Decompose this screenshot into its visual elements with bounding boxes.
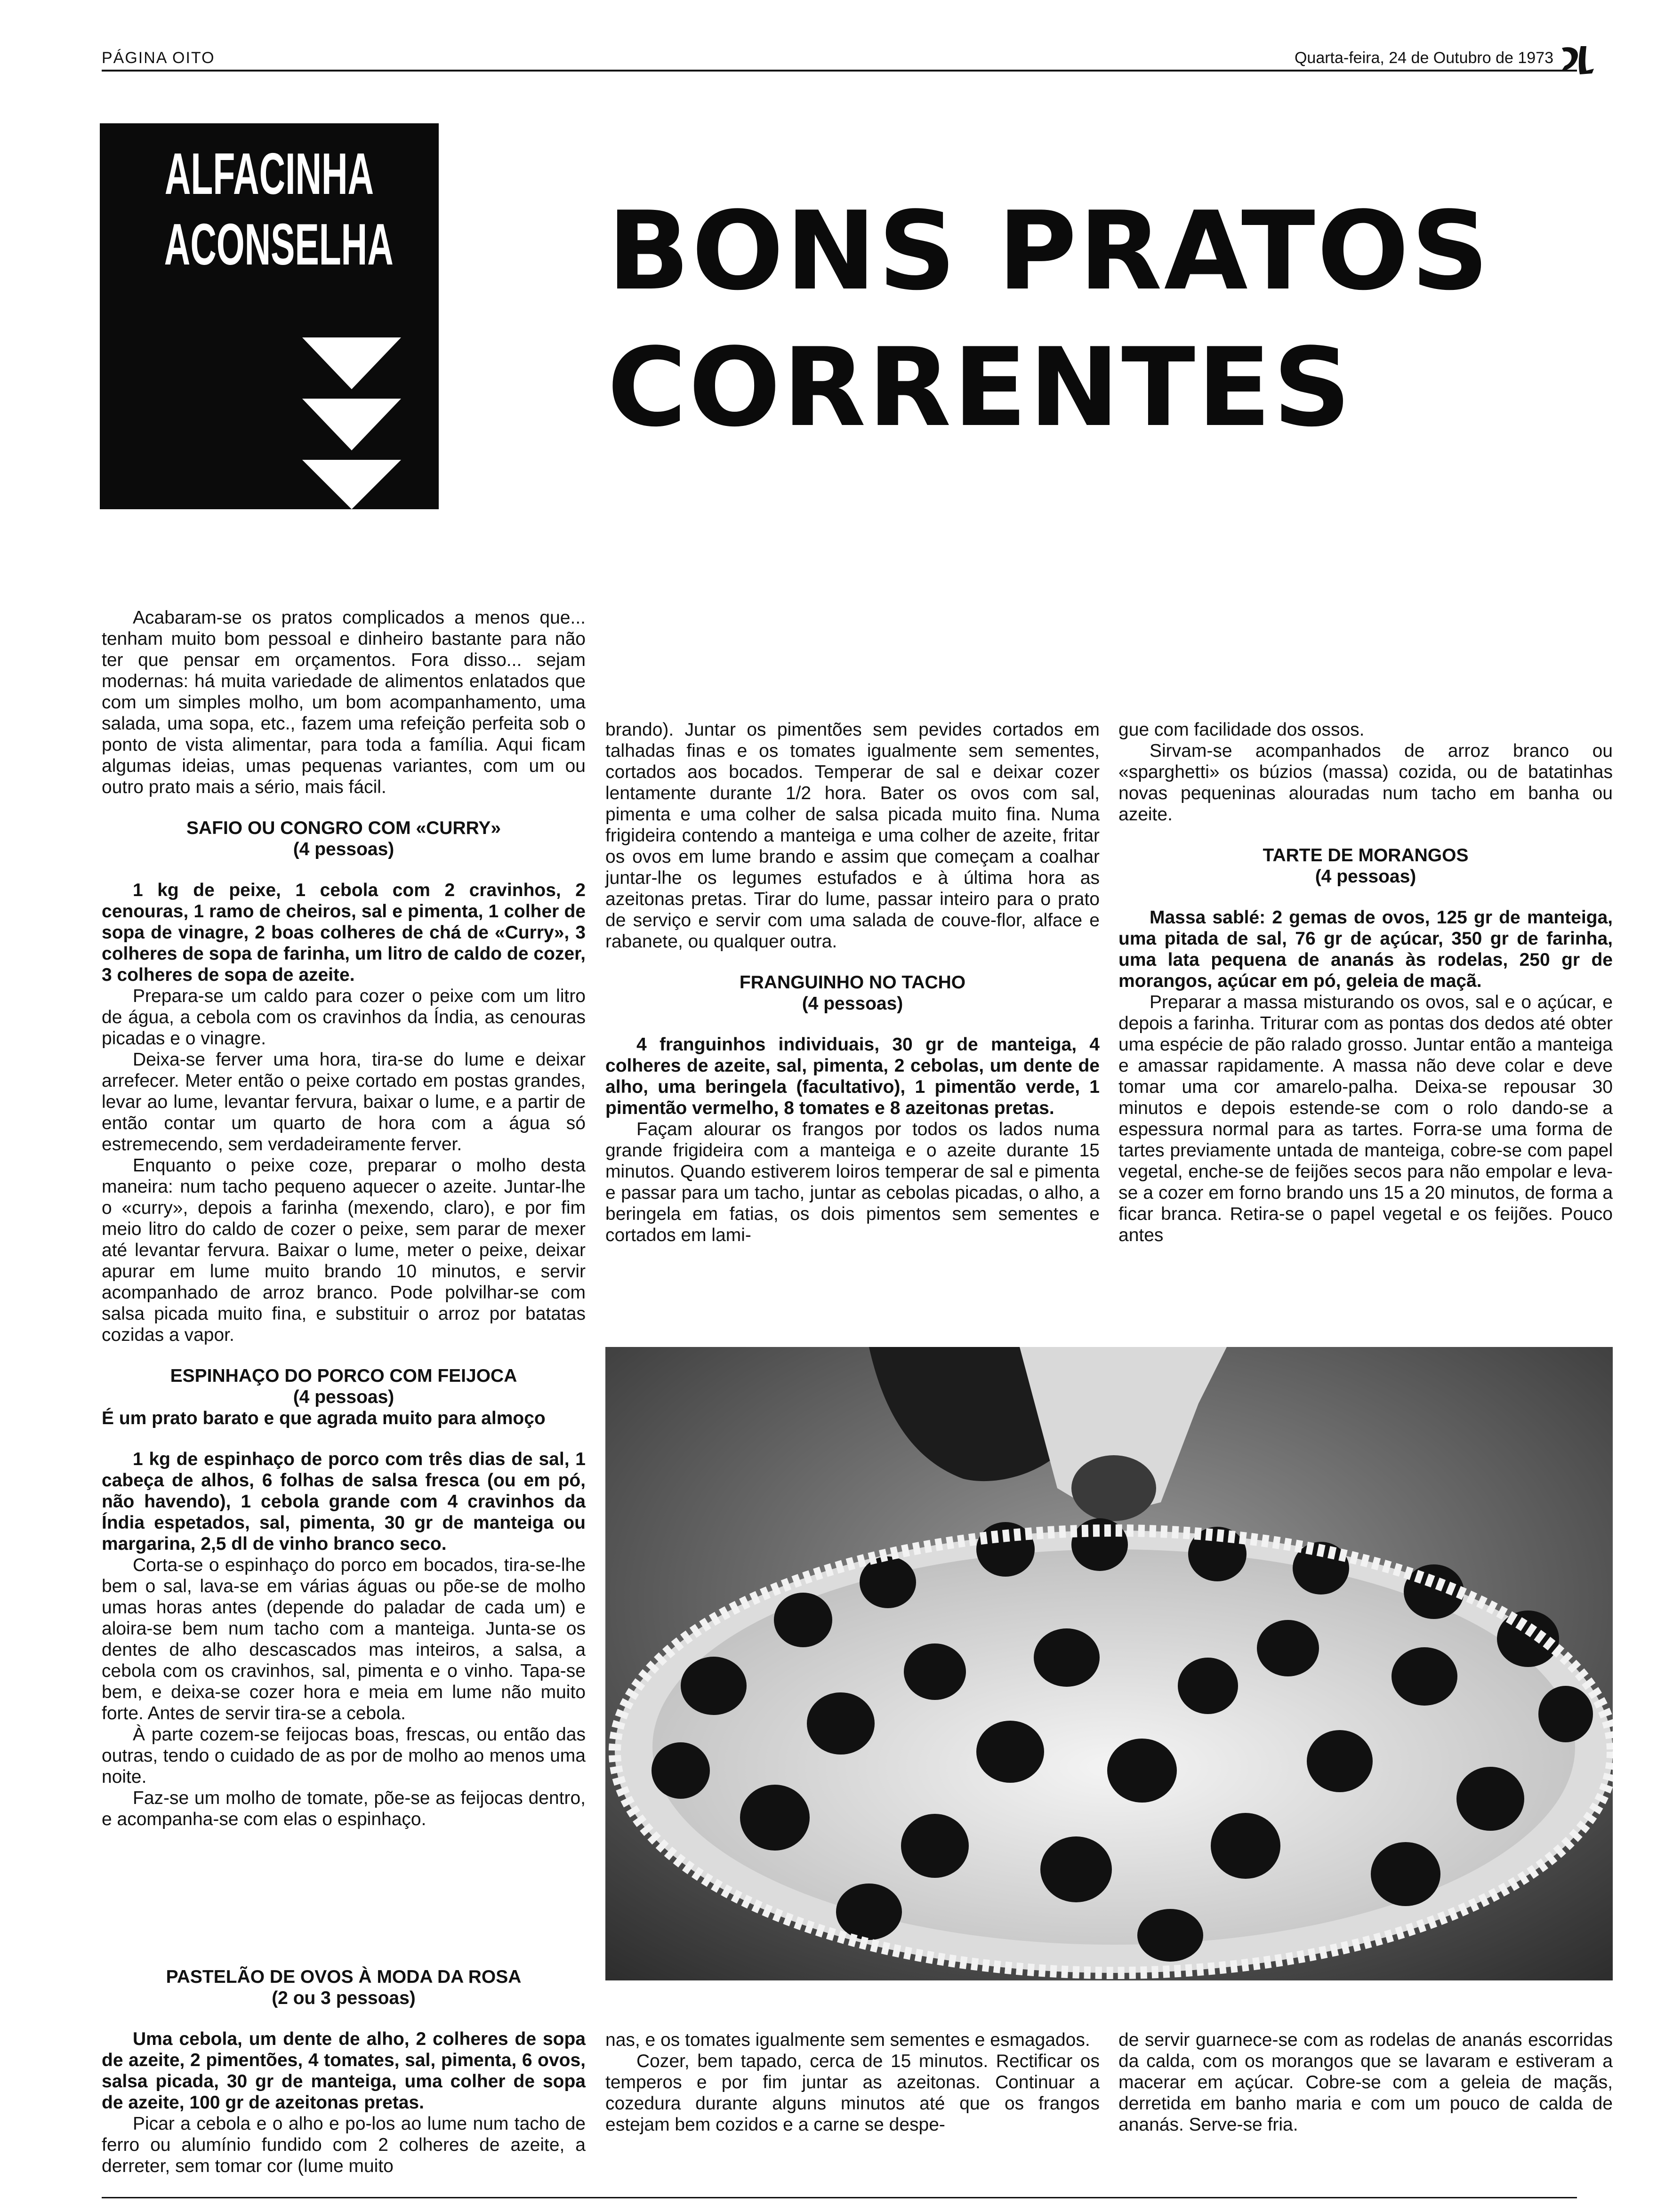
recipe-title-franguinho: FRANGUINHO NO TACHO bbox=[739, 972, 966, 993]
recipe-ingredients-pastelao: Uma cebola, um dente de alho, 2 colheres de sopa de azeite, 2 pimentões, 4 tomates, sal, pimenta, 6 ovos, salsa picada, 30 gr de manteiga, uma colher de sopa de azeite, 100 gr de azeitonas pretas. bbox=[102, 2029, 586, 2113]
newspaper-logo bbox=[1558, 43, 1596, 84]
recipe-step: Deixa-se ferver uma hora, tira-se do lume e deixar arrefecer. Meter então o peixe cortado em postas grandes, levar ao lume, levantar fervura, baixar o lume, e a partir de então contar um quarto de hora com a água só estremecendo, sem verdadeiramente ferver. bbox=[102, 1050, 586, 1154]
recipe-step: Corta-se o espinhaço do porco em bocados, tira-se-lhe bem o sal, lava-se em várias águas ou põe-se de molho umas horas antes (depende do paladar de cada um) e aloira-se bem num tacho com a manteiga. Junta-se os dentes de alho descascados mas inteiros, a salsa, a cebola com os cravinhos, sal, pimenta e o vinho. Tapa-se bem, e deixa-se cozer hora e meia em lume não muito forte. Antes de servir tira-se a cebola. bbox=[102, 1555, 586, 1723]
column-1 bbox=[102, 607, 586, 1830]
recipe-step: Sirvam-se acompanhados de arroz branco ou «sparghetti» os búzios (massa) cozida, ou de batatinhas novas pequeninas alouradas num tacho em banha ou azeite. bbox=[1118, 741, 1613, 825]
column-3-bottom bbox=[1118, 2029, 1613, 2135]
column-masthead bbox=[100, 123, 439, 509]
recipe-step: Faz-se um molho de tomate, põe-se as feijocas dentro, e acompanha-se com elas o espinhaço. bbox=[102, 1788, 586, 1829]
recipe-ingredients-safio: 1 kg de peixe, 1 cebola com 2 cravinhos, 2 cenouras, 1 ramo de cheiros, sal e pimenta, 1 colher de sopa de vinagre, 2 boas colheres de chá de «Curry», 3 colheres de sopa de farinha, um litro de caldo de cozer, 3 colheres de sopa de azeite. bbox=[102, 880, 586, 985]
header-rule bbox=[102, 70, 1577, 72]
recipe-title-pastelao: PASTELÃO DE OVOS À MODA DA ROSA bbox=[166, 1967, 522, 1987]
bottom-rule bbox=[102, 2197, 1577, 2198]
recipe-step: gue com facilidade dos ossos. bbox=[1118, 720, 1365, 740]
recipe-serves-franguinho: (4 pessoas) bbox=[802, 994, 903, 1014]
recipe-step: À parte cozem-se feijocas boas, frescas, ou então das outras, tendo o cuidado de as por de molho ao menos uma noite. bbox=[102, 1724, 586, 1787]
recipe-serves-safio: (4 pessoas) bbox=[293, 839, 394, 859]
recipe-note-espinhaco: É um prato barato e que agrada muito para almoço bbox=[102, 1408, 546, 1428]
triangle-arrows-icon bbox=[100, 123, 439, 509]
recipe-ingredients-tarte: Massa sablé: 2 gemas de ovos, 125 gr de manteiga, uma pitada de sal, 76 gr de açúcar, 350 gr de farinha, uma lata pequena de ananás às rodelas, 250 gr de morangos, açúcar em pó, geleia de maçã. bbox=[1118, 907, 1613, 991]
recipe-title-safio: SAFIO OU CONGRO COM «CURRY» bbox=[186, 818, 501, 838]
recipe-step: brando). Juntar os pimentões sem pevides cortados em talhadas finas e os tomates igualmente sem sementes, cortados aos bocados. Temperar de sal e deixar cozer lentamente durante 1/2 hora. Bater os ovos com sal, pimenta e uma colher de salsa picada muito fina. Numa frigideira contendo a manteiga e uma colher de azeite, fritar os ovos em lume brando e assim que começam a coalhar juntar-lhe os legumes estufados e à última hora as azeitonas pretas. Tirar do lume, passar inteiro para o prato de serviço e servir com uma salada de couve-flor, alface e rabanete, ou qualquer outra. bbox=[605, 720, 1100, 952]
recipe-serves-tarte: (4 pessoas) bbox=[1315, 866, 1416, 887]
recipe-step: Picar a cebola e o alho e po-los ao lume num tacho de ferro ou alumínio fundido com 2 colheres de azeite, a derreter, sem tomar cor (lume muito bbox=[102, 2114, 586, 2176]
issue-date: Quarta-feira, 24 de Outubro de 1973 bbox=[1294, 49, 1553, 67]
page-number-label: PÁGINA OITO bbox=[102, 49, 215, 67]
column-2-bottom bbox=[605, 2029, 1100, 2135]
recipe-serves-pastelao: (2 ou 3 pessoas) bbox=[272, 1988, 416, 2008]
headline-line-1: BONS PRATOS bbox=[607, 189, 1491, 314]
column-2 bbox=[605, 719, 1100, 1246]
recipe-title-espinhaco: ESPINHAÇO DO PORCO COM FEIJOCA bbox=[170, 1366, 517, 1386]
recipe-serves-espinhaco: (4 pessoas) bbox=[293, 1387, 394, 1407]
recipe-ingredients-franguinho: 4 franguinhos individuais, 30 gr de manteiga, 4 colheres de azeite, sal, pimenta, 2 cebolas, um dente de alho, uma beringela (facultativo), 1 pimentão verde, 1 pimentão vermelho, 8 tomates e 8 azeitonas pretas. bbox=[605, 1034, 1100, 1118]
intro-paragraph: Acabaram-se os pratos complicados a menos que... tenham muito bom pessoal e dinheiro bastante para não ter que pensar em orçamentos. Fora disso... sejam modernas: há muita variedade de alimentos enlatados que com um simples molho, um bom acompanhamento, uma salada, uma sopa, etc., fazem uma refeição perfeita sob o ponto de vista alimentar, para toda a família. Aqui ficam algumas ideias, umas pequenas variantes, com um ou outro prato mais a sério, mais fácil. bbox=[102, 608, 586, 797]
tart-illustration bbox=[605, 1347, 1613, 1980]
recipe-step: Cozer, bem tapado, cerca de 15 minutos. Rectificar os temperos e por fim juntar as azeitonas. Continuar a cozedura durante alguns minutos até que os frangos estejam bem cozidos e a carne se despe- bbox=[605, 2051, 1100, 2135]
recipe-step: de servir guarnece-se com as rodelas de ananás escorridas da calda, com os morangos que se lavaram e estiveram a macerar em açúcar. Cobre-se com a geleia de maçãs, derretida em banho maria e com um pouco de calda de ananás. Serve-se fria. bbox=[1118, 2030, 1613, 2135]
strawberry-tart-photo bbox=[605, 1347, 1613, 1980]
column-1-bottom bbox=[102, 1966, 586, 2177]
column-3 bbox=[1118, 719, 1613, 1246]
masthead-line-2: ACONSELHA bbox=[164, 212, 394, 277]
recipe-step: Enquanto o peixe coze, preparar o molho desta maneira: num tacho pequeno aquecer o azeite. Juntar-lhe o «curry», depois a farinha (mexendo, claro), e por fim meio litro do caldo de cozer o peixe, sem parar de mexer até levantar fervura. Baixar o lume, meter o peixe, deixar apurar em lume muito brando 10 minutos, e servir acompanhado de arroz branco. Pode polvilhar-se com salsa picada muito fina, e substituir o arroz por batatas cozidas a vapor. bbox=[102, 1155, 586, 1345]
recipe-step: Façam alourar os frangos por todos os lados numa grande frigideira com a manteiga e o azeite durante 15 minutos. Quando estiverem loiros temperar de sal e pimenta e passar para um tacho, juntar as cebolas picadas, o alho, a beringela em fatias, os dois pimentos sem sementes e cortados em lami- bbox=[605, 1119, 1100, 1245]
recipe-ingredients-espinhaco: 1 kg de espinhaço de porco com três dias de sal, 1 cabeça de alhos, 6 folhas de salsa fresca (ou em pó, não havendo), 1 cebola grande com 4 cravinhos da Índia espetados, sal, pimenta, 30 gr de manteiga ou margarina, 2,5 dl de vinho branco seco. bbox=[102, 1449, 586, 1554]
masthead-line-1: ALFACINHA bbox=[164, 142, 374, 207]
headline-line-2: CORRENTES bbox=[607, 325, 1353, 451]
recipe-step: Preparar a massa misturando os ovos, sal e o açúcar, e depois a farinha. Triturar com as pontas dos dedos até obter uma espécie de pão ralado grosso. Juntar então a manteiga e amassar rapidamente. A massa não deve colar e deve tomar uma cor amarelo-palha. Deixa-se repousar 30 minutos e depois estende-se com o rolo dando-se a espessura normal para as tartes. Forra-se uma forma de tartes previamente untada de manteiga, cobre-se com papel vegetal, enche-se de feijões secos para não empolar e leva-se a cozer em forno brando uns 15 a 20 minutos, de forma a ficar branca. Retira-se o papel vegetal e os feijões. Pouco antes bbox=[1118, 992, 1613, 1245]
recipe-step: Prepara-se um caldo para cozer o peixe com um litro de água, a cebola com os cravinhos da Índia, as cenouras picadas e o vinagre. bbox=[102, 986, 586, 1049]
recipe-step: nas, e os tomates igualmente sem sementes e esmagados. bbox=[605, 2030, 1090, 2050]
recipe-title-tarte: TARTE DE MORANGOS bbox=[1263, 845, 1469, 866]
